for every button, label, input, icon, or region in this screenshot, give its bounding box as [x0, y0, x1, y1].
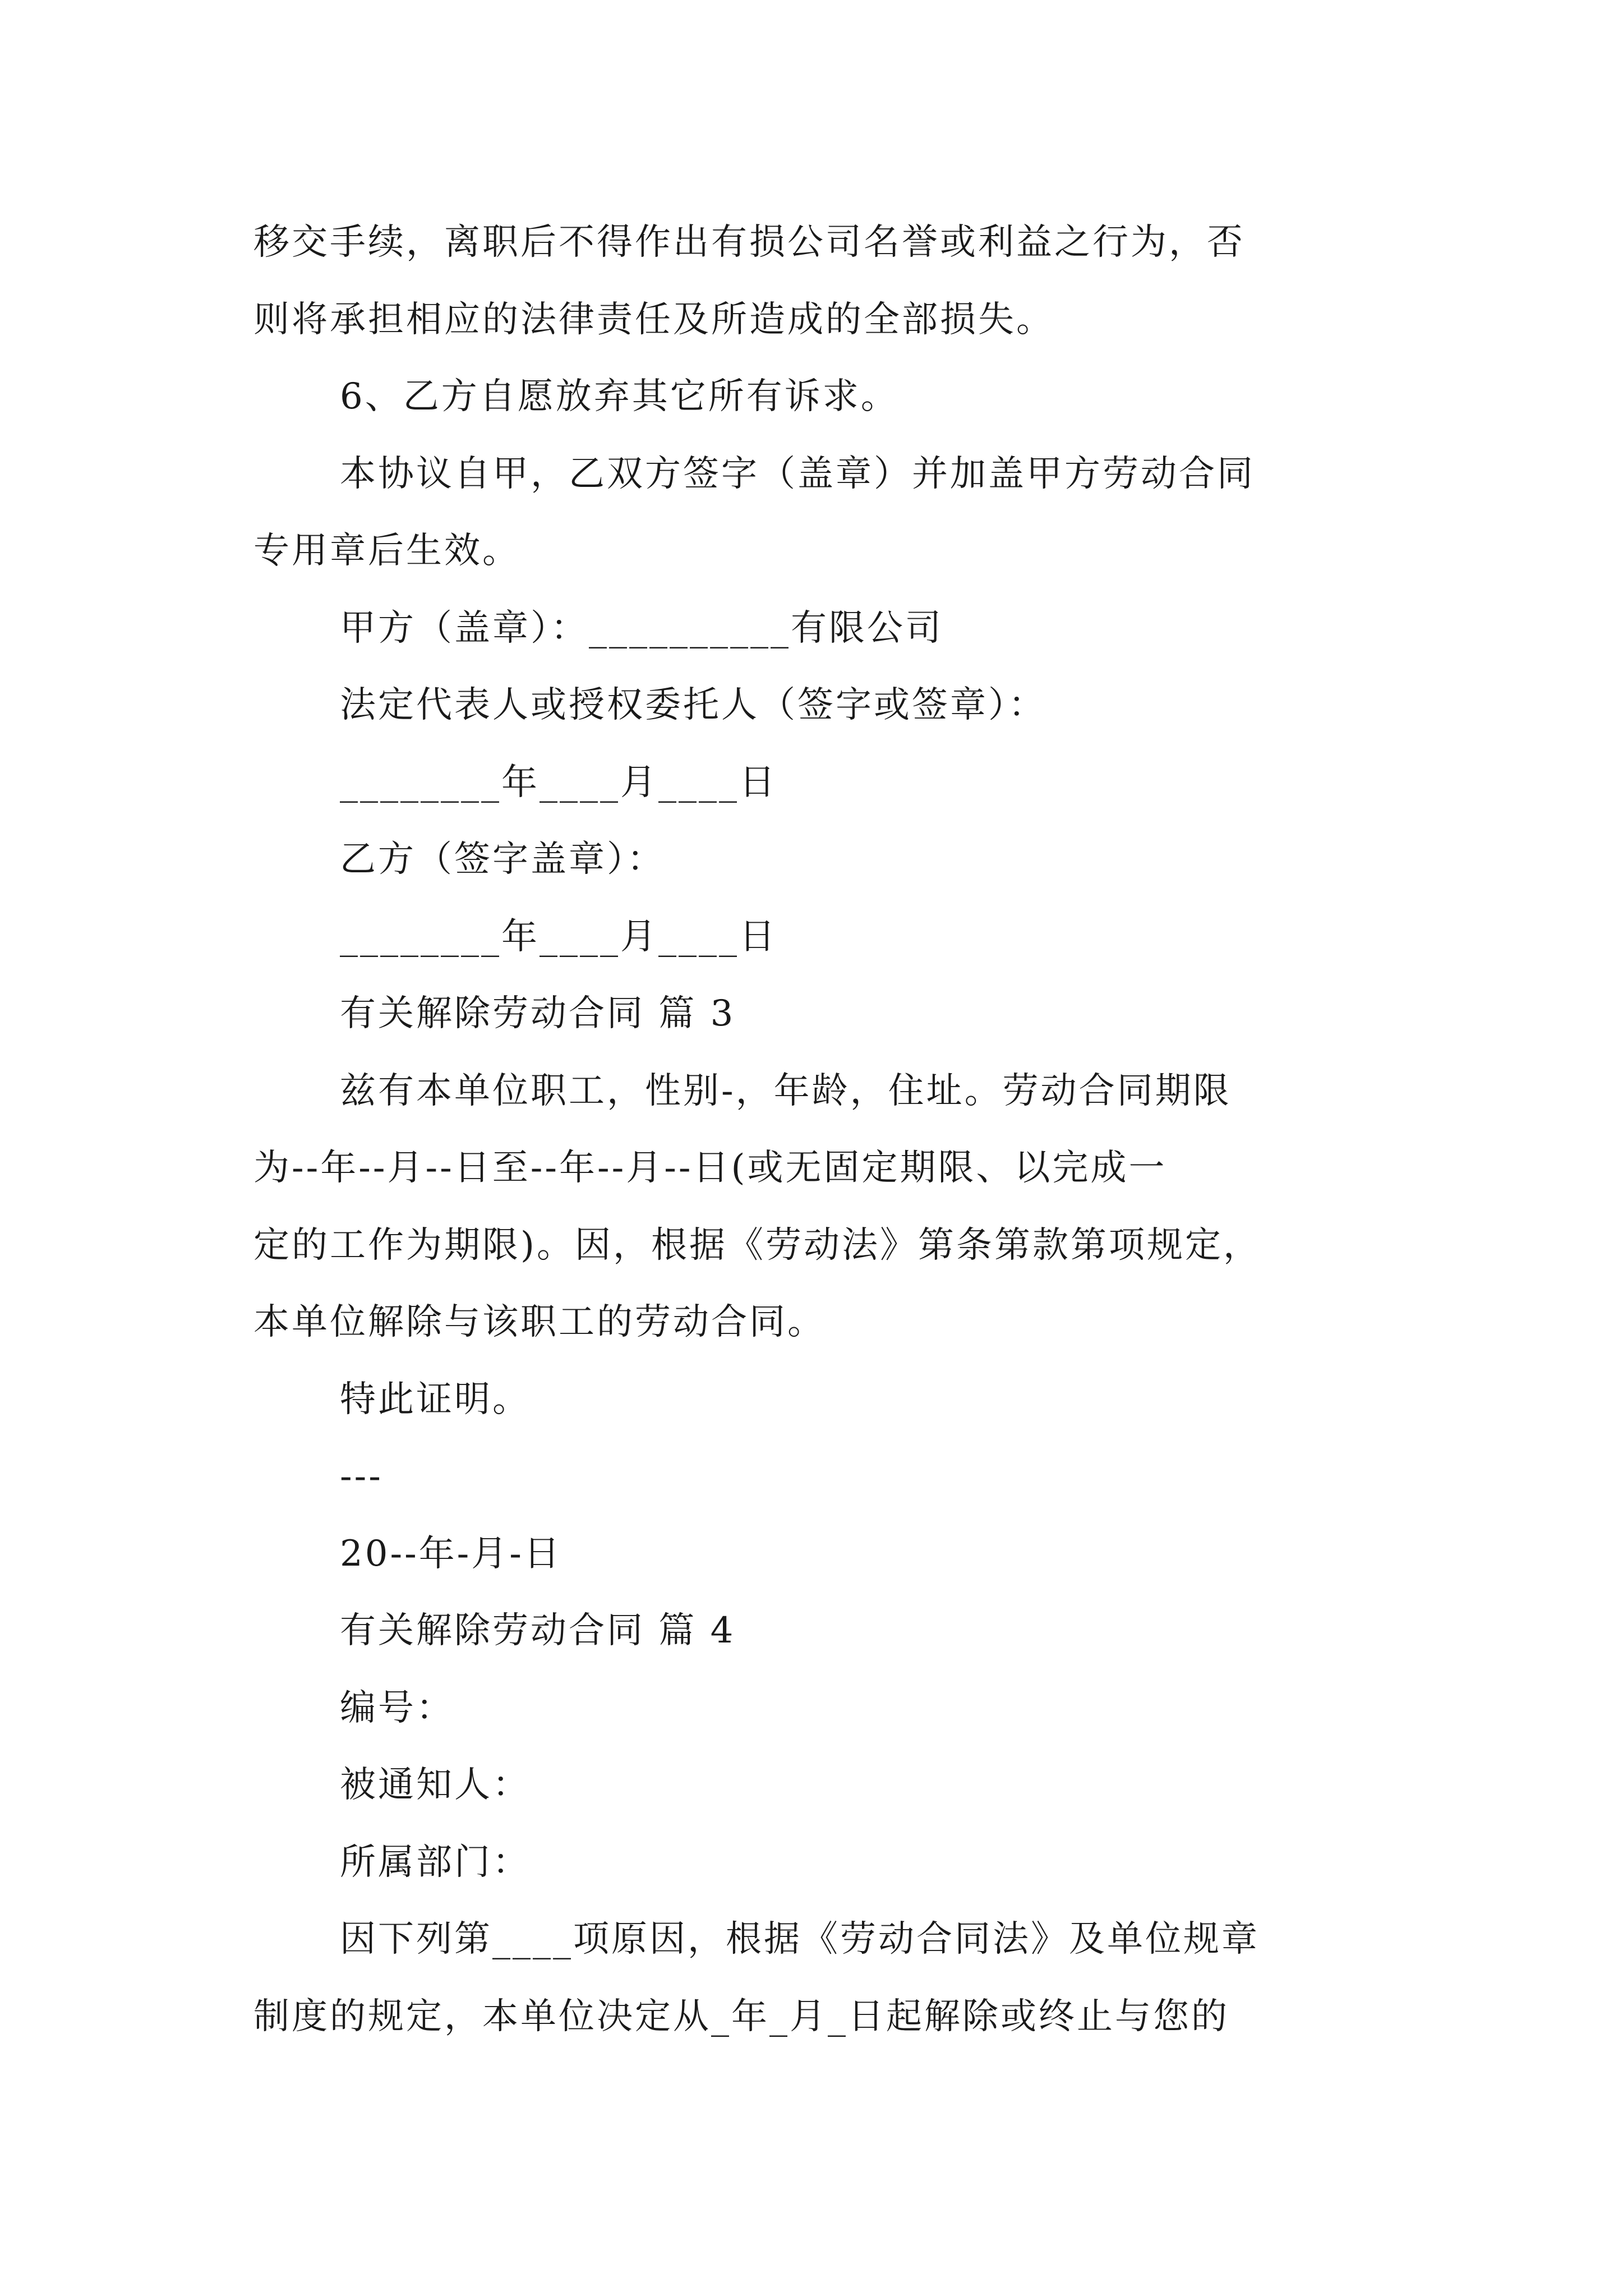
section-heading: 有关解除劳动合同 篇 3: [340, 993, 736, 1034]
section-heading: 有关解除劳动合同 篇 4: [340, 1610, 736, 1651]
paragraph-line: 6、乙方自愿放弃其它所有诉求。: [340, 376, 899, 417]
party-a-seal-line: 甲方（盖章）：__________有限公司: [340, 608, 943, 649]
paragraph-line: 专用章后生效。: [253, 530, 520, 572]
date-line: ________年____月____日: [340, 916, 777, 958]
paragraph-line: 本协议自甲，乙双方签字（盖章）并加盖甲方劳动合同: [340, 453, 1255, 495]
paragraph-line: 定的工作为期限)。因，根据《劳动法》第条第款第项规定，: [253, 1225, 1261, 1266]
paragraph-line: 制度的规定，本单位决定从_年_月_日起解除或终止与您的: [253, 1996, 1229, 2037]
paragraph-line: 本单位解除与该职工的劳动合同。: [253, 1301, 826, 1343]
date-line: ________年____月____日: [340, 762, 777, 803]
paragraph-line: 为--年--月--日至--年--月--日(或无固定期限、以完成一: [253, 1147, 1167, 1189]
field-label-department: 所属部门：: [340, 1842, 531, 1883]
party-b-signature-line: 乙方（签字盖章）：: [340, 839, 665, 880]
representative-signature-line: 法定代表人或授权委托人（签字或签章）：: [340, 684, 1046, 726]
field-label-number: 编号：: [340, 1687, 454, 1729]
paragraph-line: 则将承担相应的法律责任及所造成的全部损失。: [253, 299, 1054, 341]
paragraph-line: 因下列第____项原因，根据《劳动合同法》及单位规章: [340, 1918, 1260, 1960]
paragraph-line: 兹有本单位职工，性别-，年龄，住址。劳动合同期限: [340, 1070, 1232, 1112]
date-line: 20--年-月-日: [340, 1533, 562, 1575]
signature-placeholder: ---: [340, 1456, 383, 1497]
paragraph-line: 移交手续，离职后不得作出有损公司名誉或利益之行为，否: [253, 222, 1245, 263]
paragraph-line: 特此证明。: [340, 1379, 531, 1420]
field-label-notified-person: 被通知人：: [340, 1764, 531, 1806]
